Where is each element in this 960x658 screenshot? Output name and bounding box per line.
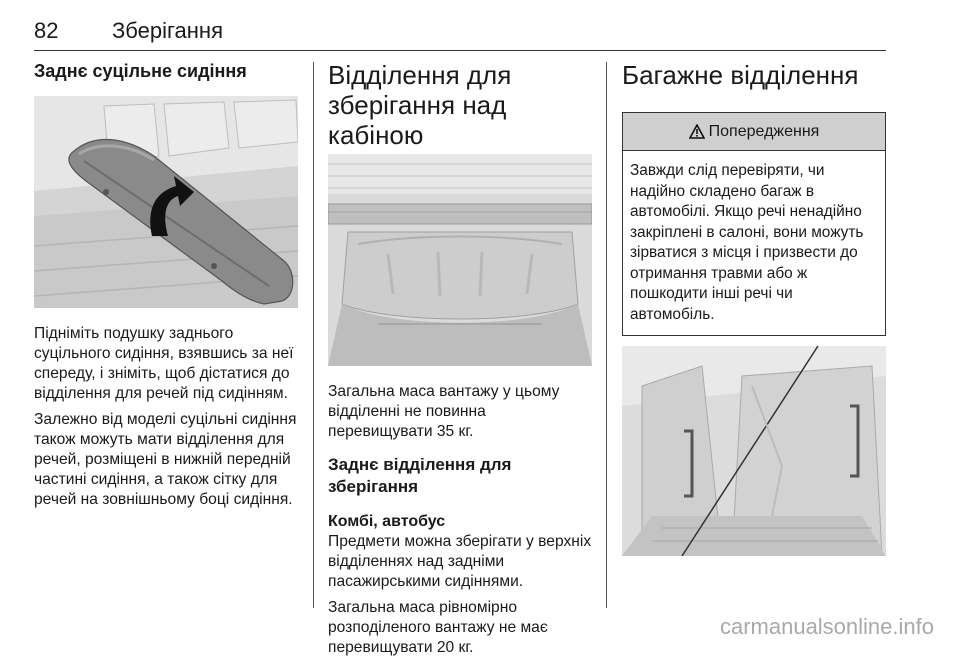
- luggage-area-illustration: [622, 346, 886, 556]
- paragraph: Загальна маса вантажу у цьому відділенні не повинна перевищувати 35 кг.: [328, 383, 560, 440]
- paragraph: Предмети можна зберігати у верхніх відділеннях над задніми пасажирськими сидіннями.: [328, 533, 592, 590]
- warning-title: Попередження: [708, 122, 820, 140]
- chapter-title: Зберігання: [112, 18, 223, 43]
- rear-seat-drawing: [34, 96, 298, 308]
- warning-body: [623, 151, 885, 335]
- luggage-area-drawing: [622, 346, 886, 556]
- paragraph: Загальна маса рівномірно розподіленого вантажу не має перевищувати 20 кг.: [328, 599, 548, 656]
- column-luggage: [622, 60, 886, 556]
- overhead-storage-illustration: [328, 154, 592, 366]
- paragraph: Залежно від моделі суцільні сидіння також можуть мати відділення для речей, розміщені в нижній передній частині сидіння, а також сітку для речей на зовнішньому боці сидіння.: [34, 411, 297, 508]
- section-heading: Заднє суцільне сидіння: [34, 61, 247, 81]
- warning-text: Завжди слід перевіряти, чи надійно складено багаж в автомобілі. Якщо речі ненадійно закріплені в салоні, вони можуть зірватися з місця і призвести до отримання травми або ж пошкодити інші речі чи автомобіль.: [630, 162, 864, 323]
- section-title: Багажне відділення: [622, 60, 859, 90]
- warning-triangle-icon: [689, 124, 705, 139]
- warning-box: [622, 112, 886, 336]
- paragraph: Підніміть подушку заднього суцільного сидіння, взявшись за неї спереду, і зніміть, щоб дістатися до відділення для речей під сидінням.: [34, 325, 294, 402]
- vehicle-type-label: Комбі, автобус: [328, 513, 446, 530]
- section-title: Відділення для зберігання над кабіною: [328, 60, 512, 150]
- column-divider: [313, 62, 314, 608]
- warning-header: [623, 113, 885, 151]
- page-number: 82: [34, 18, 59, 43]
- watermark: carmanualsonline.info: [719, 614, 934, 639]
- column-rear-bench: [34, 60, 298, 510]
- rear-seat-illustration: [34, 96, 298, 308]
- subheading: Заднє відділення для зберігання: [328, 455, 512, 496]
- overhead-storage-drawing: [328, 154, 592, 366]
- column-divider: [606, 62, 607, 608]
- column-overhead-storage: [328, 60, 592, 658]
- page-header: [34, 14, 886, 51]
